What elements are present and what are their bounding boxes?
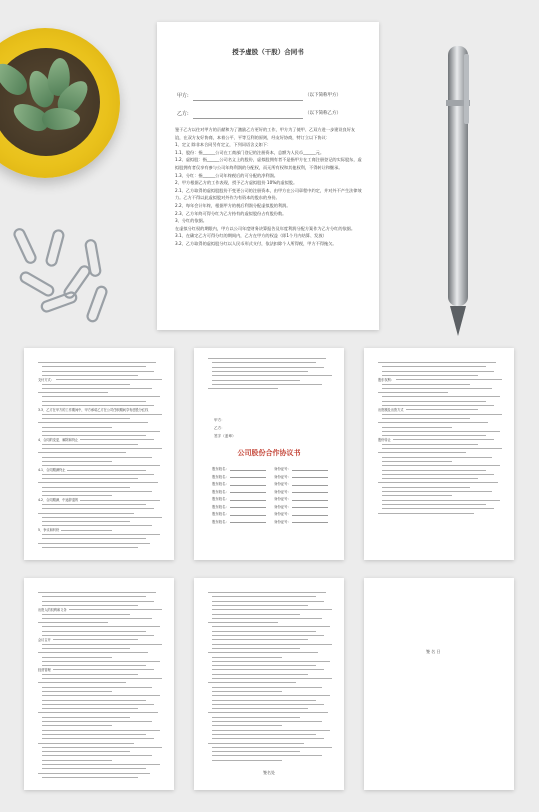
cover-clause: 3.2、乙方取得的虚拟股分红以人民币形式支付，依法扣除个人所得税，甲方不得拖欠。 (175, 240, 337, 246)
text-line (38, 712, 158, 713)
section-heading: 出资额及出资方式 (378, 408, 404, 412)
text-line (42, 760, 112, 761)
text-line (212, 674, 308, 675)
text-line (42, 665, 146, 666)
text-line (42, 644, 162, 645)
text-line (42, 669, 154, 670)
text-line (42, 508, 154, 509)
page-footer: 签名处 (263, 770, 275, 775)
shareholder-name-label: 股东姓名： (212, 512, 229, 516)
text-line (42, 487, 130, 488)
text-line (42, 491, 152, 492)
text-line (42, 401, 146, 402)
text-line (212, 678, 332, 679)
cover-clause: 1.3、分红：指______公司年终税后的可分配的净利润。 (175, 172, 278, 178)
text-line (42, 777, 138, 778)
text-line (212, 657, 282, 658)
text-line (212, 725, 282, 726)
text-line (382, 435, 486, 436)
contract-page-3 (194, 348, 344, 560)
text-line (42, 375, 138, 376)
cover-clause: 3、分红的依据。 (175, 218, 207, 224)
text-line (212, 596, 316, 597)
cover-body-text (175, 126, 363, 248)
text-line (208, 622, 278, 623)
text-line (382, 461, 452, 462)
text-line (42, 764, 160, 765)
text-line (42, 444, 138, 445)
section-heading: 4.1、合同期满终止 (38, 468, 66, 473)
text-line (382, 375, 478, 376)
text-line (42, 457, 152, 458)
text-line (42, 687, 152, 688)
cover-intro: 鉴于乙方以往对甲方的贡献和为了激励乙方更好的工作，甲方为了使甲、乙双方进一步建设良好友谊，在双方友好协商，本着公平、平等互利的原则，经友好协商，特订立以下协议： (175, 127, 356, 140)
text-line (42, 747, 162, 748)
text-line (42, 478, 138, 479)
sign-party-b: 乙方： (214, 426, 225, 430)
text-line (38, 392, 108, 393)
contract-page-4 (364, 348, 514, 560)
text-line (382, 401, 486, 402)
text-line (212, 695, 330, 696)
text-line (42, 517, 162, 518)
text-line (42, 695, 160, 696)
text-line (212, 730, 330, 731)
contract-page-7 (364, 578, 514, 790)
text-line (42, 725, 112, 726)
text-line (378, 513, 474, 514)
text-line (208, 743, 304, 744)
text-line (382, 448, 502, 449)
text-line (212, 708, 308, 709)
text-line (38, 452, 126, 453)
shareholder-name-label: 股东姓名： (212, 474, 229, 479)
text-line (42, 639, 138, 640)
text-line (42, 371, 154, 372)
text-line (42, 435, 146, 436)
text-line (42, 534, 160, 535)
text-line (38, 543, 150, 544)
text-line (212, 618, 322, 619)
text-line (212, 717, 300, 718)
text-line (42, 504, 146, 505)
text-line (212, 755, 322, 756)
section-heading: 股东权利： (378, 377, 394, 382)
cover-clause: 1.2、虚拟股：指______公司名义上的股份，虚拟股拥有者不是指甲方在工商注册登记的实际股东，虚拟股拥有者仅享有参与公司年终利润的分配权，而无所有权和其他权利，不得转让和继承。 (175, 157, 362, 170)
text-line (382, 388, 492, 389)
text-line (42, 366, 146, 367)
section-heading: 支付方式： (38, 377, 54, 382)
text-line (382, 405, 494, 406)
text-line (212, 669, 324, 670)
text-line (212, 665, 316, 666)
text-line (42, 474, 154, 475)
cover-clause: 2.3、乙方年终可得分红为乙方持有的虚拟股份占有股份数。 (175, 210, 287, 216)
text-line (212, 362, 316, 363)
text-line (378, 452, 466, 453)
contract-page-6 (194, 578, 344, 790)
text-line (42, 461, 112, 462)
text-line (38, 513, 134, 514)
text-line (42, 635, 154, 636)
text-line (208, 388, 278, 389)
shareholder-id-label: 身份证号： (274, 482, 291, 486)
text-line (212, 384, 322, 385)
text-line (42, 431, 160, 432)
text-line (212, 704, 324, 705)
text-line (212, 635, 324, 636)
text-line (382, 439, 494, 440)
sign-party-a: 甲方： (214, 418, 225, 422)
cover-clause: 1.1、股份：指______公司在工商部门登记的注册资本，总额为人民币______元。 (175, 149, 325, 155)
text-line (42, 414, 162, 415)
cover-title: 授予虚股（干股）合同书 (232, 48, 304, 56)
cover-clause: 2.2、每年会计年终，根据甲方的税后利润分配虚拟股的利润。 (175, 202, 291, 208)
text-line (382, 504, 486, 505)
section-heading: 股份转让 (378, 438, 391, 443)
text-line (42, 418, 130, 419)
text-line (382, 414, 502, 415)
text-line (212, 691, 282, 692)
text-line (38, 592, 156, 593)
text-line (42, 626, 160, 627)
text-line (42, 648, 130, 649)
text-line (42, 678, 162, 679)
text-line (42, 596, 146, 597)
text-line (212, 609, 332, 610)
cover-clause: 3.1、在确定乙方可得分红的期间内，乙方在甲方的权益（即1个月内结算、发放） (175, 233, 327, 239)
text-line (378, 362, 496, 363)
shareholder-id-label: 身份证号： (274, 467, 291, 471)
text-line (38, 652, 148, 653)
section-heading: 4、合同的变更、解除和终止 (38, 438, 79, 443)
text-line (42, 738, 154, 739)
shareholder-id-label: 身份证号： (274, 474, 291, 479)
shareholder-id-label: 身份证号： (274, 519, 291, 524)
text-line (212, 661, 330, 662)
text-line (382, 457, 492, 458)
section-heading: 出资人的权利和义务 (38, 607, 67, 612)
text-line (208, 652, 318, 653)
contract-page-2 (24, 348, 174, 560)
sign-date: 签字（盖章） (214, 434, 236, 438)
text-line (42, 427, 112, 428)
text-line (42, 734, 146, 735)
text-line (382, 431, 500, 432)
text-line (42, 521, 130, 522)
text-line (378, 392, 448, 393)
text-line (42, 379, 162, 380)
text-line (382, 379, 502, 380)
text-line (378, 422, 488, 423)
text-line (42, 768, 146, 769)
text-line (382, 371, 494, 372)
text-line (378, 482, 498, 483)
text-line (382, 396, 500, 397)
text-line (42, 614, 130, 615)
text-line (208, 592, 326, 593)
text-line (212, 375, 332, 376)
shareholder-id-label: 身份证号： (274, 489, 291, 494)
text-line (382, 474, 494, 475)
cover-clause: 2.1、乙方取得的虚拟股股份不变更公司的注册资本，由甲方在公司章程中约定，并对外不产生法律效力。乙方不得以此虚拟股对外作为有资本的股东的身份。 (175, 187, 362, 201)
text-line (212, 626, 330, 627)
contract-page-5 (24, 578, 174, 790)
text-line (42, 661, 160, 662)
text-line (382, 366, 486, 367)
text-line (382, 470, 486, 471)
signature-line: 签 名 日 (426, 649, 441, 654)
section-heading: 会议召开 (38, 638, 51, 642)
cover-clause: 1、定义 除非本合同另有定义，下列词语含义如下： (175, 142, 272, 148)
text-line (212, 734, 316, 735)
party-a-label: 甲方: (177, 93, 189, 99)
text-line (382, 427, 452, 428)
text-line (42, 465, 160, 466)
text-line (212, 687, 322, 688)
text-line (42, 708, 138, 709)
text-line (212, 738, 324, 739)
cover-clause: 2、甲方根据乙方的工作表现，授予乙方虚拟股份 10%的虚拟股。 (175, 180, 298, 186)
text-line (212, 760, 282, 761)
text-line (208, 712, 328, 713)
text-line (42, 704, 154, 705)
text-line (382, 465, 500, 466)
paper-clips-icon (10, 220, 120, 330)
shareholder-id-label: 身份证号： (274, 512, 291, 516)
text-line (42, 631, 146, 632)
text-line (38, 773, 150, 774)
text-line (382, 495, 452, 496)
text-line (212, 380, 300, 381)
text-line (42, 730, 160, 731)
pen-icon (438, 40, 478, 340)
text-line (38, 362, 156, 363)
shareholder-name-label: 股东姓名： (212, 482, 229, 486)
shareholder-name-label: 股东姓名： (212, 489, 229, 494)
section-heading: 3.3、乙方在甲方的工作期间中，甲方承诺乙方在公司任职期间享有虚股分红权 (38, 408, 149, 412)
text-line (382, 500, 500, 501)
text-line (382, 491, 492, 492)
text-line (42, 601, 154, 602)
text-line (38, 743, 134, 744)
text-line (212, 605, 308, 606)
text-line (208, 358, 326, 359)
text-line (212, 644, 332, 645)
text-line (42, 721, 152, 722)
text-line (208, 682, 296, 683)
text-line (42, 538, 146, 539)
text-line (212, 614, 300, 615)
text-line (38, 622, 108, 623)
agreement-title: 公司股份合作协议书 (237, 449, 301, 457)
text-line (382, 478, 478, 479)
shareholder-id-label: 身份证号： (274, 504, 291, 509)
text-line (42, 751, 130, 752)
shareholder-name-label: 股东姓名： (212, 519, 229, 524)
text-line (212, 631, 316, 632)
text-line (42, 717, 130, 718)
text-line (382, 508, 494, 509)
text-line (42, 700, 146, 701)
text-line (212, 648, 300, 649)
text-line (42, 525, 152, 526)
text-line (42, 384, 130, 385)
text-line (382, 418, 470, 419)
text-line (38, 482, 158, 483)
text-line (212, 371, 308, 372)
text-line (212, 751, 300, 752)
text-line (382, 384, 470, 385)
text-line (212, 721, 322, 722)
text-line (42, 755, 152, 756)
text-line (382, 444, 478, 445)
text-line (42, 605, 138, 606)
text-line (212, 601, 324, 602)
text-line (212, 747, 332, 748)
text-line (212, 700, 316, 701)
text-line (42, 691, 112, 692)
shareholder-id-label: 身份证号： (274, 497, 291, 501)
cover-clause: 在虚拟分红权的期限内，甲方以公司年度财务决算报告及年度利润分配方案作为乙方分红的依据。 (175, 225, 356, 231)
party-b-label: 乙方: (177, 111, 189, 117)
text-line (38, 422, 148, 423)
shareholder-name-label: 股东姓名： (212, 497, 229, 501)
text-line (42, 388, 152, 389)
text-line (42, 396, 160, 397)
section-heading: 经营管理 (38, 668, 51, 673)
text-line (42, 495, 112, 496)
text-line (42, 674, 138, 675)
party-b-note: （以下简称乙方） (305, 111, 341, 116)
cover-page (157, 22, 379, 330)
shareholder-name-label: 股东姓名： (212, 467, 229, 471)
text-line (42, 547, 138, 548)
text-line (212, 367, 324, 368)
text-line (38, 682, 126, 683)
party-a-note: （以下简称甲方） (305, 93, 341, 98)
shareholder-name-label: 股东姓名： (212, 504, 229, 509)
text-line (42, 657, 112, 658)
text-line (42, 405, 154, 406)
text-line (42, 618, 152, 619)
text-line (382, 487, 470, 488)
section-heading: 5、争议和纠纷 (38, 528, 60, 533)
text-line (42, 448, 162, 449)
section-heading: 4.2、合同期满、中途辞退的 (38, 498, 79, 503)
text-line (212, 639, 308, 640)
